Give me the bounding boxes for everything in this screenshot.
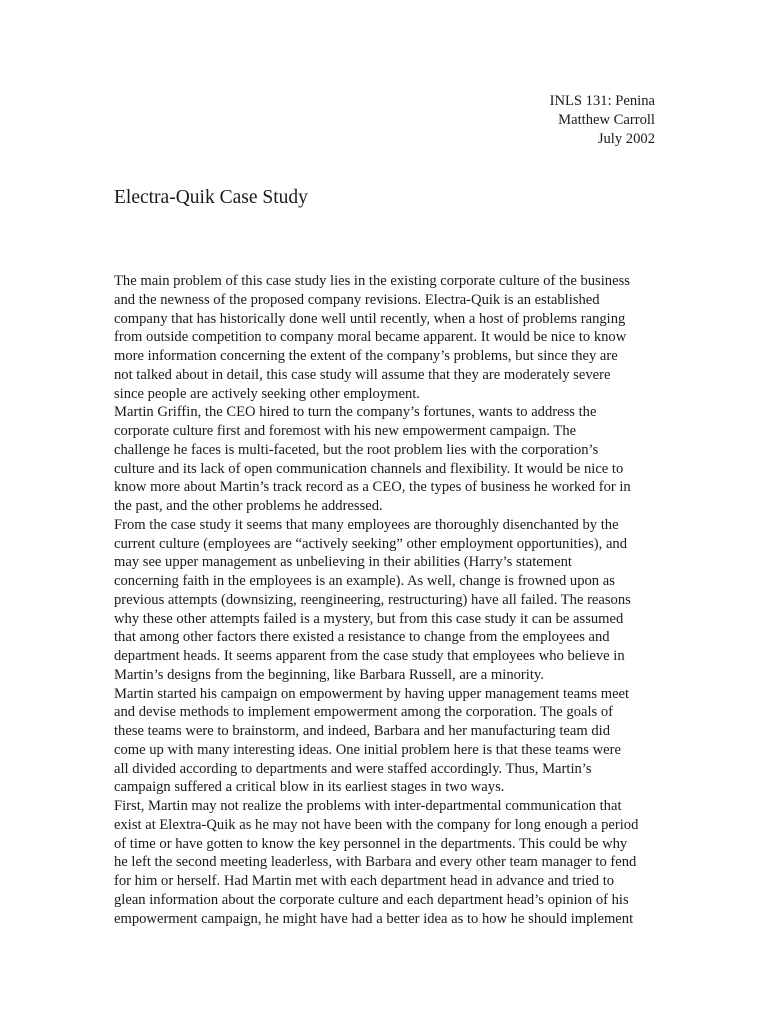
date-line: July 2002 (597, 131, 655, 147)
body-line: and the newness of the proposed company revisions. Electra-Quik is an established (114, 291, 600, 308)
body-line: challenge he faces is multi-faceted, but the root problem lies with the corporation’s (114, 441, 599, 458)
body-line: these teams were to brainstorm, and indeed, Barbara and her manufacturing team did (114, 723, 611, 739)
body-line: previous attempts (downsizing, reengineering, restructuring) have all failed. The reasons (114, 591, 631, 608)
body-line: First, Martin may not realize the problems with inter-departmental communication that (114, 798, 622, 814)
author-line: Matthew Carroll (558, 112, 655, 128)
body-line: from outside competition to company moral became apparent. It would be nice to know (114, 329, 627, 346)
body-line: current culture (employees are “actively seeking” other employment opportunities), and (114, 535, 628, 552)
document-title: Electra-Quik Case Study (114, 187, 308, 208)
body-line: all divided according to departments and were staffed accordingly. Thus, Martin’s (114, 760, 592, 777)
body-line: not talked about in detail, this case study will assume that they are moderately severe (114, 366, 611, 383)
body-line: concerning faith in the employees is an example). As well, change is frowned upon as (114, 573, 615, 589)
body-line: culture and its lack of open communication channels and flexibility. It would be nice to (114, 460, 624, 477)
body-line: corporate culture first and foremost with his new empowerment campaign. The (114, 423, 577, 439)
body-text (114, 272, 674, 928)
body-line: and devise methods to implement empowerment among the corporation. The goals of (114, 704, 614, 721)
body-line: glean information about the corporate culture and each department head’s opinion of his (114, 891, 629, 908)
body-line: that among other factors there existed a resistance to change from the employees and (114, 629, 610, 646)
body-line: more information concerning the extent of the company’s problems, but since they are (114, 348, 618, 364)
document-header (550, 92, 655, 149)
body-line: The main problem of this case study lies in the existing corporate culture of the business (114, 273, 630, 289)
body-line: Martin Griffin, the CEO hired to turn the company’s fortunes, wants to address the (114, 404, 597, 421)
body-line: come up with many interesting ideas. One initial problem here is that these teams were (114, 741, 621, 758)
body-line: department heads. It seems apparent from the case study that employees who believe in (114, 648, 625, 664)
body-line: Martin’s designs from the beginning, like Barbara Russell, are a minority. (114, 666, 544, 683)
body-line: exist at Elextra-Quik as he may not have been with the company for long enough a period (114, 816, 639, 833)
body-line: Martin started his campaign on empowerment by having upper management teams meet (114, 685, 630, 702)
body-line: since people are actively seeking other employment. (114, 385, 420, 402)
body-line: the past, and the other problems he addressed. (114, 498, 383, 514)
body-line: of time or have gotten to know the key personnel in the departments. This could be why (114, 835, 628, 852)
body-line: campaign suffered a critical blow in its earliest stages in two ways. (114, 779, 505, 796)
body-line: know more about Martin’s track record as a CEO, the types of business he worked for in (114, 479, 631, 496)
body-line: From the case study it seems that many employees are thoroughly disenchanted by the (114, 516, 619, 533)
body-line: why these other attempts failed is a mystery, but from this case study it can be assumed (114, 610, 624, 627)
body-line: empowerment campaign, he might have had a better idea as to how he should implement (114, 910, 634, 927)
body-line: company that has historically done well until recently, when a host of problems ranging (114, 310, 626, 327)
course-line: INLS 131: Penina (549, 93, 655, 109)
body-line: he left the second meeting leaderless, with Barbara and every other team manager to fend (114, 854, 637, 871)
body-line: may see upper management as unbelieving in their abilities (Harry’s statement (114, 554, 572, 571)
body-line: for him or herself. Had Martin met with each department head in advance and tried to (114, 873, 615, 889)
